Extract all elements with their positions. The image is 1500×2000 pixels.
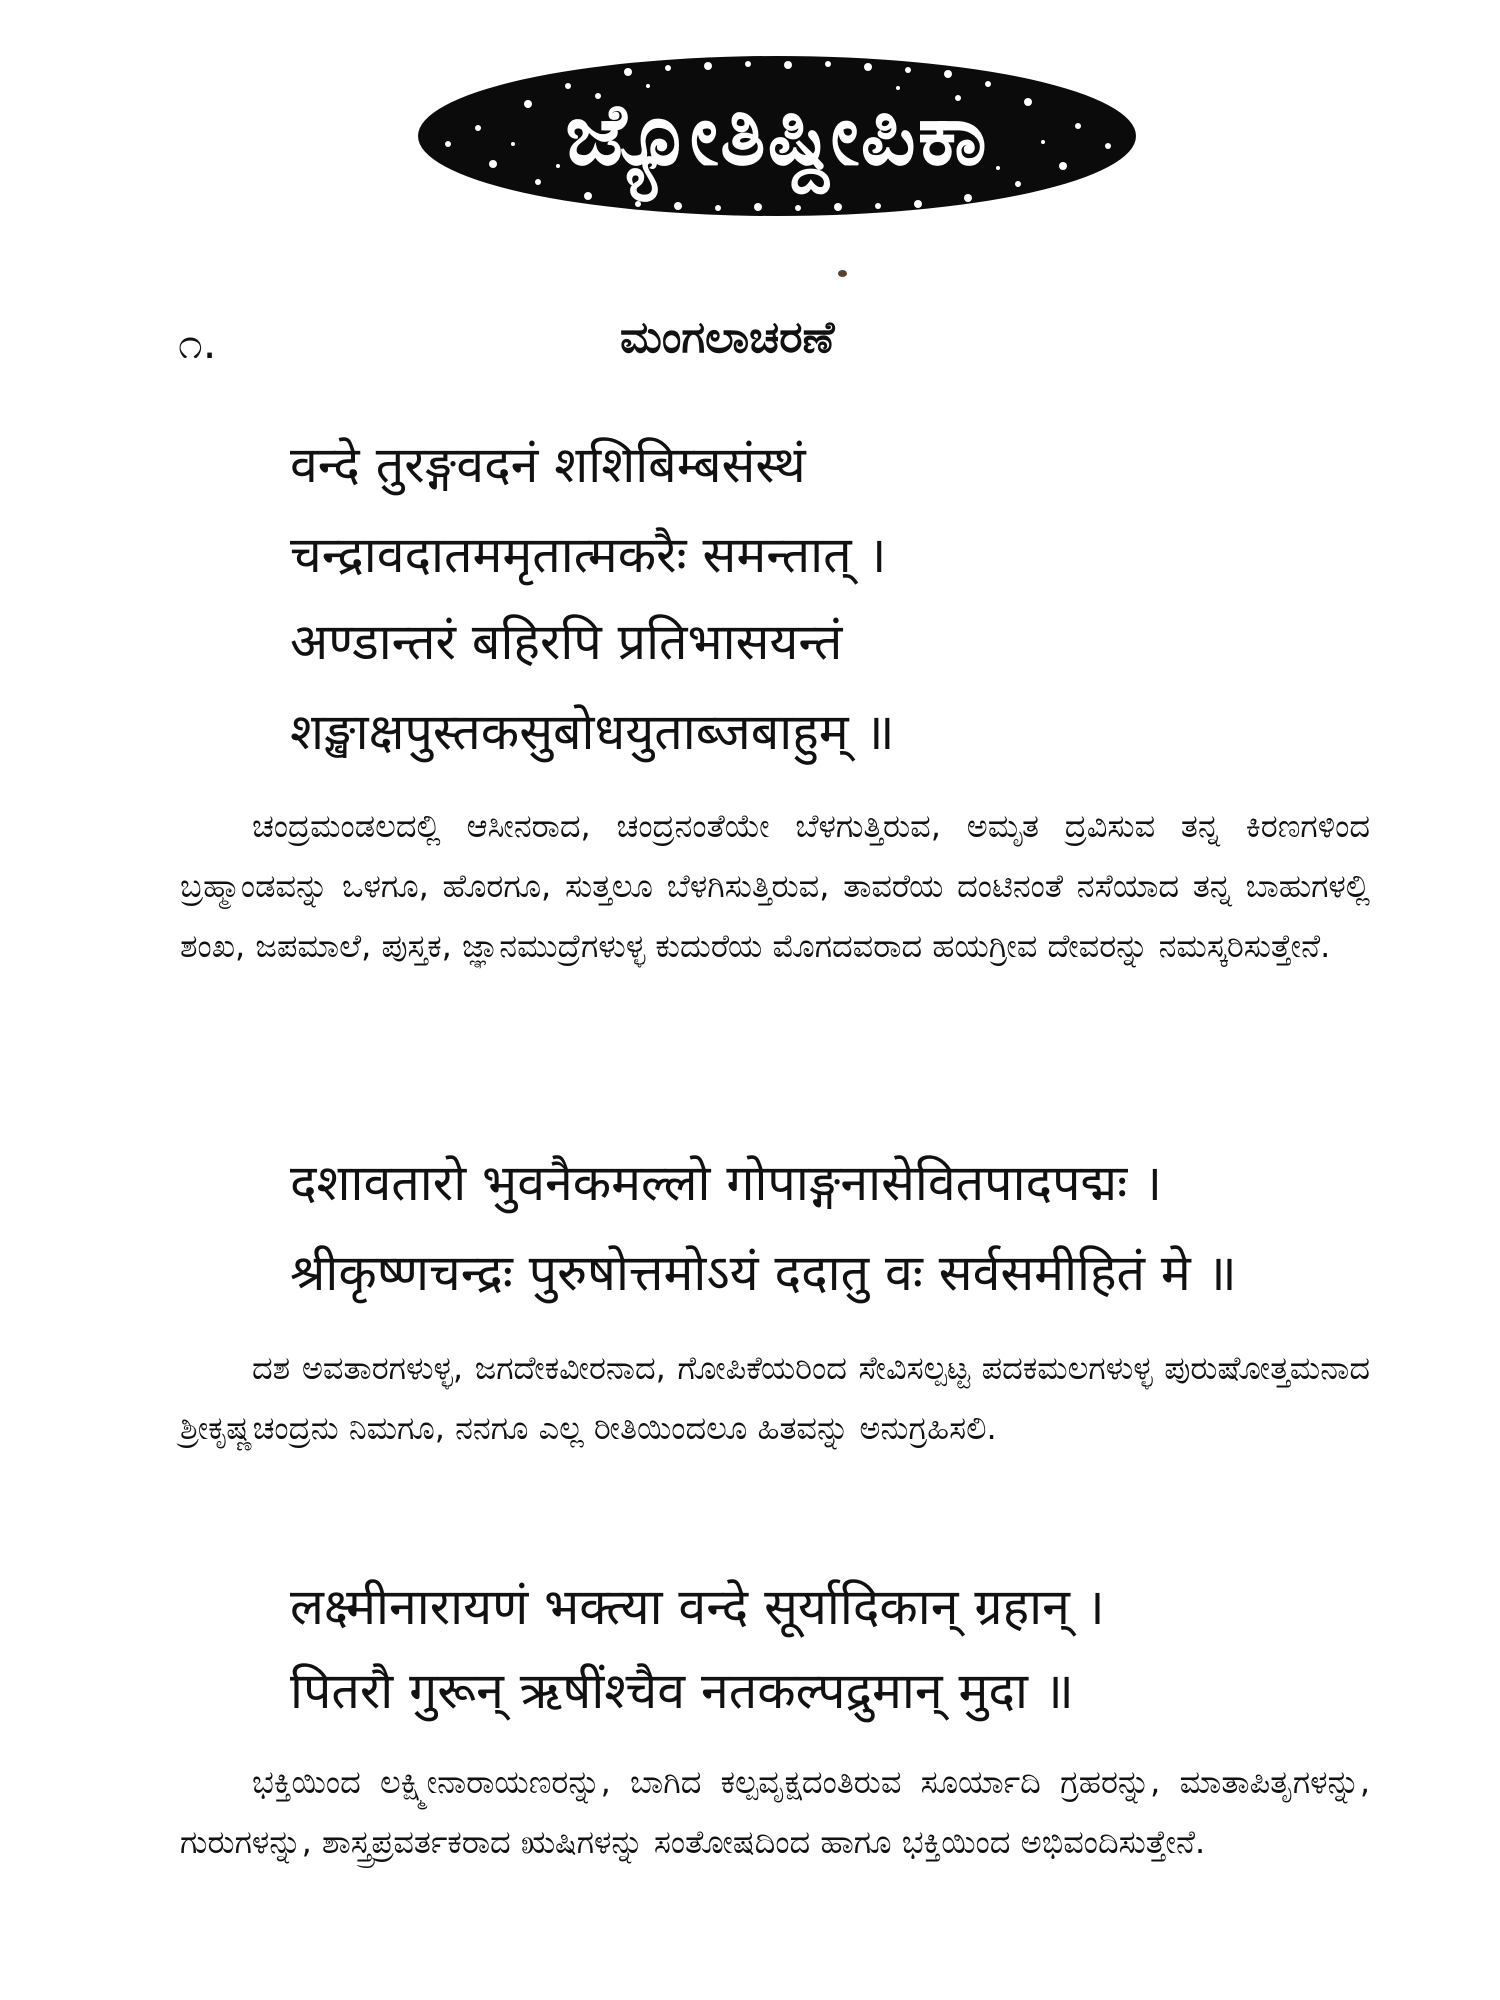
verse-line: श्रीकृष्णचन्द्रः पुरुषोत्तमोऽयं ददातु वः सर्वसमीहितं मे ॥ [290, 1244, 1237, 1302]
meaning-paragraph: ದಶ ಅವತಾರಗಳುಳ್ಳ, ಜಗದೇಕವೀರನಾದ, ಗೋಪಿಕೆಯರಿಂದ ಸೇವಿಸಲ್ಪಟ್ಟ ಪದಕಮಲಗಳುಳ್ಳ ಪುರುಷೋತ್ತಮನಾದ ಶ್ರೀಕೃಷ್ಣಚಂದ್ರನು ನಿಮಗೂ, ನನಗೂ ಎಲ್ಲ ರೀತಿಯಿಂದಲೂ ಹಿತವನ್ನು ಅನುಗ್ರಹಿಸಲಿ. [180, 1349, 1370, 1447]
chapter-title: ಮಂಗಲಾಚರಣೆ [620, 312, 835, 363]
meaning-paragraph: ಚಂದ್ರಮಂಡಲದಲ್ಲಿ ಆಸೀನರಾದ, ಚಂದ್ರನಂತೆಯೇ ಬೆಳಗುತ್ತಿರುವ, ಅಮೃತ ದ್ರವಿಸುವ ತನ್ನ ಕಿರಣಗಳಿಂದ ಬ್ರಹ್ಮಾಂಡವನ್ನು ಒಳಗೂ, ಹೊರಗೂ, ಸುತ್ತಲೂ ಬೆಳಗಿಸುತ್ತಿರುವ, ತಾವರೆಯ ದಂಟಿನಂತೆ ನಸೆಯಾದ ತನ್ನ ಬಾಹುಗಳಲ್ಲಿ ಶಂಖ, ಜಪಮಾಲೆ, ಪುಸ್ತಕ, ಜ್ಞಾನಮುದ್ರೆಗಳುಳ್ಳ ಕುದುರೆಯ ಮೊಗದವರಾದ ಹಯಗ್ರೀವ ದೇವರನ್ನು ನಮಸ್ಕರಿಸುತ್ತೇನೆ. [180, 807, 1370, 965]
verse-line: अण्डान्तरं बहिरपि प्रतिभासयन्तं [290, 613, 843, 671]
verse-line: लक्ष्मीनारायणं भक्त्या वन्दे सूर्यादिकान् ग्रहान् । [290, 1578, 1105, 1636]
chapter-number: ೧. [178, 318, 217, 369]
book-title: ಜ್ಯೋತಿಷ್ದೀಪಿಕಾ [565, 85, 989, 185]
verse-line: दशावतारो भुवनैकमल्लो गोपाङ्गनासेवितपादपद्मः । [290, 1154, 1163, 1212]
verse-line: चन्द्रावदातममृतात्मकरैः समन्तात् । [290, 526, 887, 584]
meaning-paragraph: ಭಕ್ತಿಯಿಂದ ಲಕ್ಷ್ಮೀನಾರಾಯಣರನ್ನು, ಬಾಗಿದ ಕಲ್ಪವೃಕ್ಷದಂತಿರುವ ಸೂರ್ಯಾದಿ ಗ್ರಹರನ್ನು, ಮಾತಾಪಿತೃಗಳನ್ನು, ಗುರುಗಳನ್ನು, ಶಾಸ್ತ್ರಪ್ರವರ್ತಕರಾದ ಋಷಿಗಳನ್ನು ಸಂತೋಷದಿಂದ ಹಾಗೂ ಭಕ್ತಿಯಿಂದ ಅಭಿವಂದಿಸುತ್ತೇನೆ. [180, 1763, 1370, 1861]
print-speck [838, 270, 847, 277]
title-banner [418, 56, 1136, 216]
verse-line: वन्दे तुरङ्गवदनं शशिबिम्बसंस्थं [290, 436, 806, 494]
verse-line: शङ्खाक्षपुस्तकसुबोधयुताब्जबाहुम् ॥ [290, 703, 895, 761]
verse-line: पितरौ गुरून् ऋषींश्चैव नतकल्पद्रुमान् मुदा ॥ [290, 1662, 1074, 1720]
